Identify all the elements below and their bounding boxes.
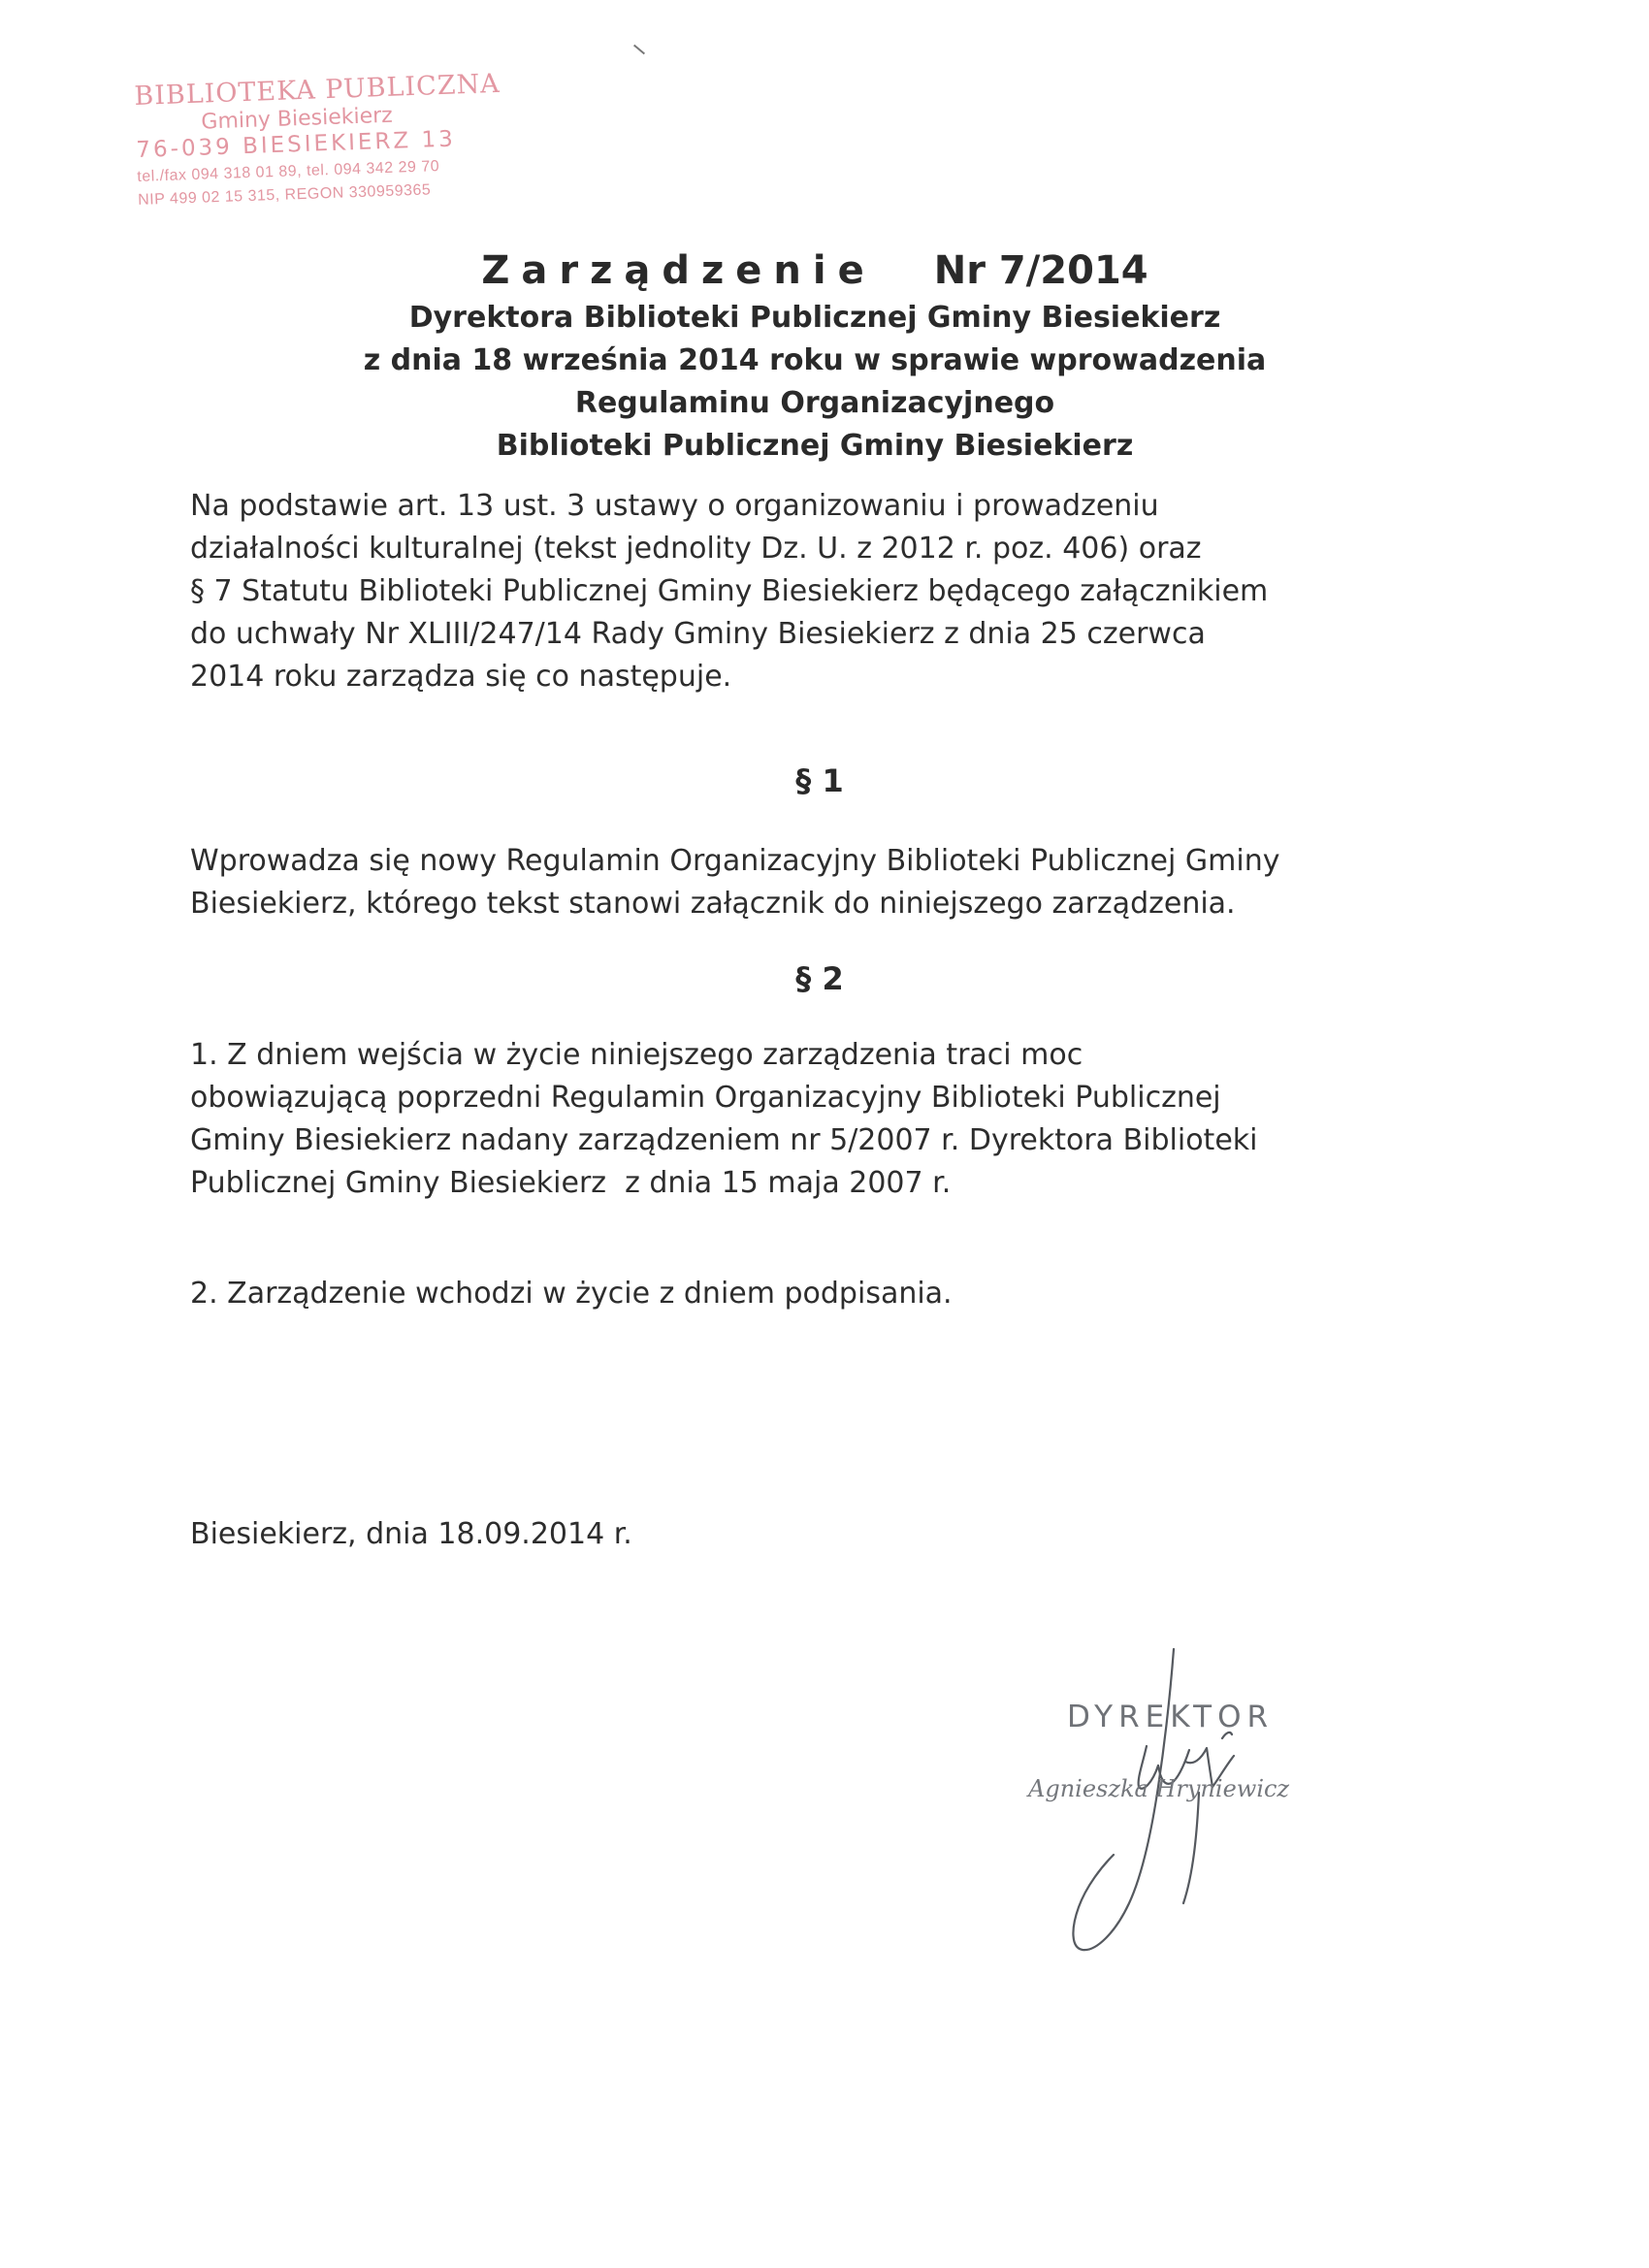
section-2-item-1-line: Publicznej Gminy Biesiekierz z dnia 15 maja 2007 r. (190, 1166, 952, 1200)
stamp-line-3: 76-039 BIESIEKIERZ 13 (135, 126, 457, 163)
section-2-item-2: 2. Zarządzenie wchodzi w życie z dniem podpisania. (190, 1277, 953, 1311)
stamp-line-2: Gminy Biesiekierz (201, 103, 394, 135)
stamp-line-1: BIBLIOTEKA PUBLICZNA (133, 68, 501, 112)
intro-line: działalności kulturalnej (tekst jednolity Dz. U. z 2012 r. poz. 406) oraz (190, 532, 1202, 566)
director-name: Agnieszka Hryniewicz (1028, 1775, 1290, 1802)
stamp-line-5: NIP 499 02 15 315, REGON 330959365 (137, 181, 432, 209)
intro-line: Na podstawie art. 13 ust. 3 ustawy o organizowaniu i prowadzeniu (190, 489, 1159, 523)
section-1-heading: § 1 (795, 762, 844, 799)
section-2-item-1-line: obowiązującą poprzedni Regulamin Organizacyjny Biblioteki Publicznej (190, 1081, 1221, 1115)
intro-paragraph (190, 485, 1432, 698)
title-word: Zarządzenie (481, 248, 876, 293)
stamp-line-4: tel./fax 094 318 01 89, tel. 094 342 29 70 (137, 158, 440, 185)
director-title: DYREKTOR (1067, 1700, 1275, 1734)
title-line-4: Regulaminu Organizacyjnego (574, 386, 1055, 420)
library-stamp (134, 70, 526, 209)
document-title (165, 244, 1465, 468)
section-2-item-1 (190, 1034, 1432, 1205)
title-line-5: Biblioteki Publicznej Gminy Biesiekierz (496, 429, 1134, 463)
title-number: Nr 7/2014 (933, 248, 1148, 293)
place-and-date: Biesiekierz, dnia 18.09.2014 r. (190, 1517, 632, 1551)
intro-line: do uchwały Nr XLIII/247/14 Rady Gminy Biesiekierz z dnia 25 czerwca (190, 617, 1206, 651)
section-1-paragraph (190, 840, 1432, 925)
title-line-1 (165, 244, 1465, 297)
section-2-heading: § 2 (795, 960, 844, 997)
section-1-line: Biesiekierz, którego tekst stanowi załącznik do niniejszego zarządzenia. (190, 887, 1236, 921)
intro-line: 2014 roku zarządza się co następuje. (190, 660, 732, 694)
section-2-item-1-line: Gminy Biesiekierz nadany zarządzeniem nr 5/2007 r. Dyrektora Biblioteki (190, 1123, 1258, 1157)
section-2-item-1-line: 1. Z dniem wejścia w życie niniejszego zarządzenia traci moc (190, 1038, 1083, 1072)
title-line-3: z dnia 18 września 2014 roku w sprawie wprowadzenia (363, 343, 1267, 377)
signature-icon (1028, 1641, 1339, 1991)
intro-line: § 7 Statutu Biblioteki Publicznej Gminy Biesiekierz będącego załącznikiem (190, 574, 1269, 608)
director-stamp (1028, 1700, 1319, 1991)
title-line-2: Dyrektora Biblioteki Publicznej Gminy Biesiekierz (408, 301, 1221, 335)
stray-mark (633, 45, 645, 55)
section-1-line: Wprowadza się nowy Regulamin Organizacyjny Biblioteki Publicznej Gminy (190, 844, 1280, 878)
